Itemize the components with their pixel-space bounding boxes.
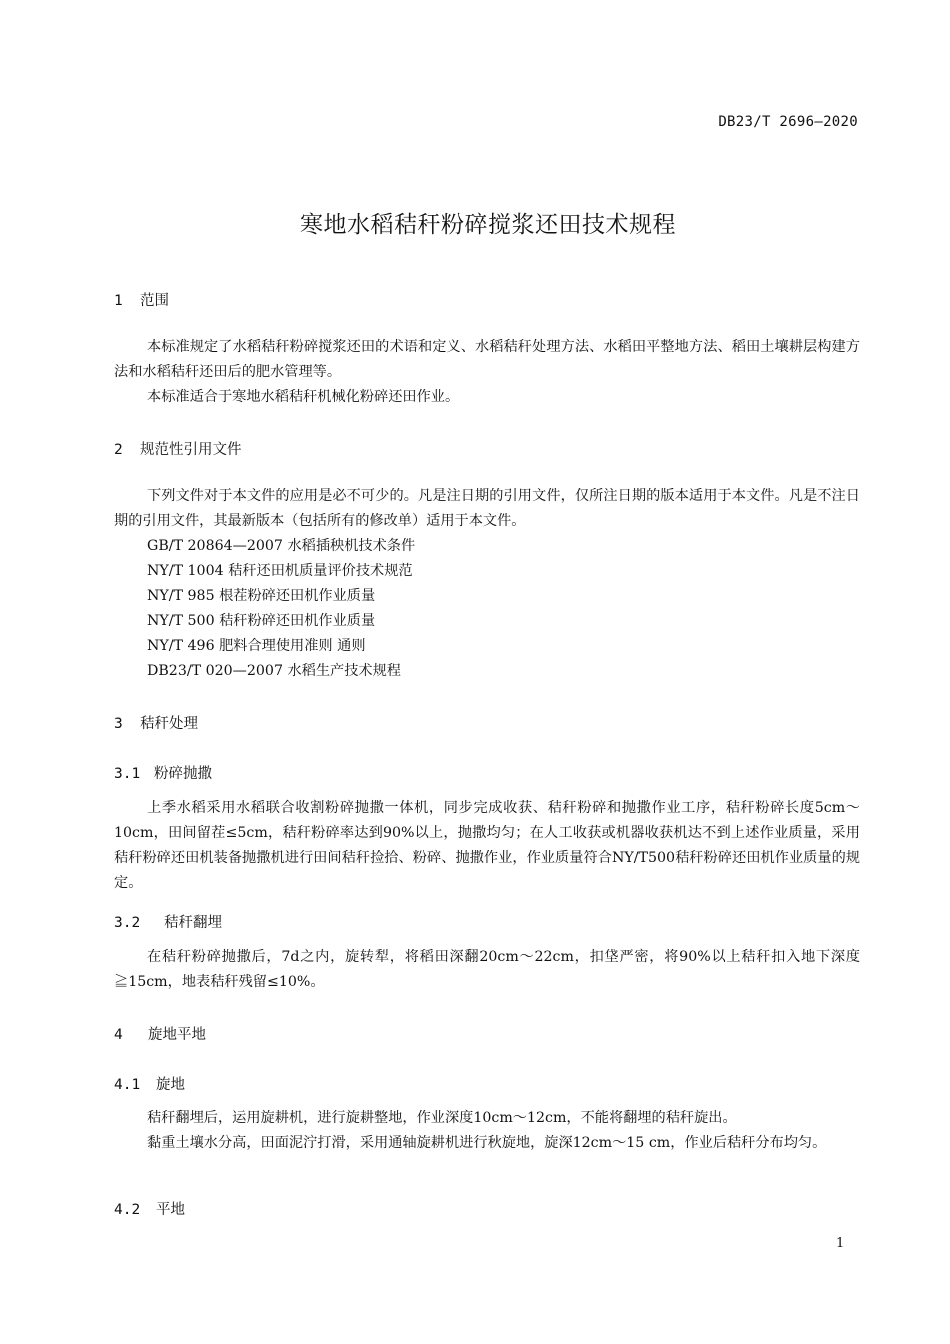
page-title: 寒地水稻秸秆粉碎搅浆还田技术规程: [300, 212, 676, 238]
section-heading-2: 2 规范性引用文件: [114, 442, 242, 458]
paragraph: 下列文件对于本文件的应用是必不可少的。凡是注日期的引用文件，仅所注日期的版本适用于本文件。凡是不注日期的引用文件，其最新版本（包括所有的修改单）适用于本文件。: [114, 488, 860, 529]
paragraph: 黏重土壤水分高，田面泥泞打滑，采用通轴旋耕机进行秋旋地，旋深12cm～15 cm，作业后秸秆分布均匀。: [147, 1135, 827, 1151]
reference-item: NY/T 500 秸秆粉碎还田机作业质量: [147, 613, 376, 629]
section-heading-3: 3 秸秆处理: [114, 716, 198, 732]
subsection-3-1-body: [114, 796, 860, 896]
reference-item: NY/T 985 根茬粉碎还田机作业质量: [147, 588, 376, 604]
subsection-heading-3-2: 3.2 秸秆翻埋: [114, 915, 222, 931]
subsection-3-2-body: [114, 945, 860, 995]
section-heading-1: 1 范围: [114, 293, 169, 309]
paragraph: 上季水稻采用水稻联合收割粉碎抛撒一体机，同步完成收获、秸秆粉碎和抛撒作业工序，秸秆粉碎长度5cm～10cm，田间留茬≤5cm，秸秆粉碎率达到90%以上，抛撒均匀；在人工收获或机器收获机达不到上述作业质量，采用秸秆粉碎还田机装备抛撒机进行田间秸秆捡拾、粉碎、抛撒作业，作业质量符合NY/T500秸秆粉碎还田机作业质量的规定。: [114, 800, 860, 891]
reference-item: DB23/T 020—2007 水稻生产技术规程: [147, 663, 401, 679]
document-code: DB23/T 2696—2020: [718, 114, 858, 130]
reference-item: NY/T 1004 秸秆还田机质量评价技术规范: [147, 563, 413, 579]
paragraph: 本标准规定了水稻秸秆粉碎搅浆还田的术语和定义、水稻秸秆处理方法、水稻田平整地方法、稻田土壤耕层构建方法和水稻秸秆还田后的肥水管理等。: [114, 339, 860, 380]
reference-item: NY/T 496 肥料合理使用准则 通则: [147, 638, 366, 654]
paragraph: 在秸秆粉碎抛撒后，7d之内，旋转犁，将稻田深翻20cm～22cm，扣垡严密，将90%以上秸秆扣入地下深度≧15cm，地表秸秆残留≤10%。: [114, 949, 860, 990]
page-number: 1: [836, 1236, 845, 1251]
section-1-body: [114, 335, 860, 410]
subsection-heading-4-1: 4.1 旋地: [114, 1077, 185, 1093]
subsection-heading-4-2: 4.2 平地: [114, 1202, 185, 1218]
subsection-4-1-body: [114, 1106, 860, 1156]
section-2-body: [114, 484, 860, 684]
paragraph: 本标准适合于寒地水稻秸秆机械化粉碎还田作业。: [147, 389, 460, 405]
paragraph: 秸秆翻埋后，运用旋耕机，进行旋耕整地，作业深度10cm～12cm，不能将翻埋的秸秆旋出。: [147, 1110, 737, 1126]
section-heading-4: 4 旋地平地: [114, 1027, 206, 1043]
reference-item: GB/T 20864—2007 水稻插秧机技术条件: [147, 538, 416, 554]
subsection-heading-3-1: 3.1 粉碎抛撒: [114, 766, 212, 782]
